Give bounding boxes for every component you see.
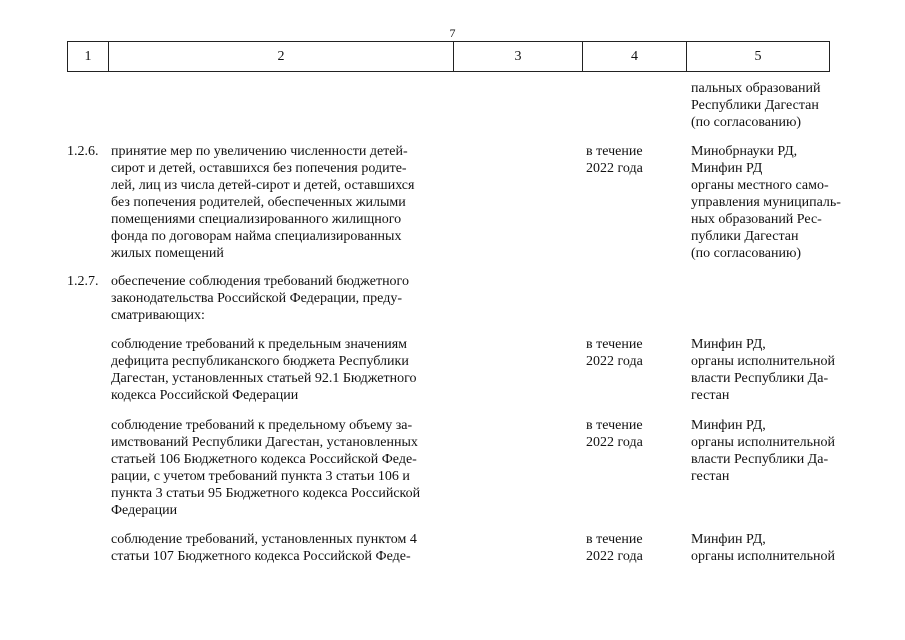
column-header-3: 3 bbox=[454, 42, 583, 72]
subitem-responsible-deficit bbox=[691, 336, 861, 404]
text-line: сирот и детей, оставшихся без попечения родите- bbox=[111, 161, 407, 176]
text-line: имствований Республики Дагестан, установленных bbox=[111, 435, 418, 450]
item-text-1-2-7 bbox=[111, 273, 449, 324]
responsible-line: Республики Дагестан bbox=[691, 98, 819, 113]
text-line: соблюдение требований, установленных пунктом 4 bbox=[111, 532, 417, 547]
responsible-line: публики Дагестан bbox=[691, 229, 799, 244]
text-line: рации, с учетом требований пункта 3 статьи 106 и bbox=[111, 469, 410, 484]
term-line: 2022 года bbox=[586, 354, 643, 369]
subitem-text-deficit bbox=[111, 336, 449, 404]
responsible-line: Минфин РД, bbox=[691, 337, 766, 352]
text-line: помещениями специализированного жилищного bbox=[111, 212, 402, 227]
responsible-line: гестан bbox=[691, 388, 730, 403]
item-text-1-2-6 bbox=[111, 143, 449, 262]
text-line: статьи 107 Бюджетного кодекса Российской Феде- bbox=[111, 549, 411, 564]
subitem-responsible-borrowing bbox=[691, 417, 861, 485]
responsible-line: органы исполнительной bbox=[691, 549, 836, 564]
column-header-row bbox=[68, 42, 830, 72]
subitem-term-deficit bbox=[586, 336, 676, 370]
text-line: обеспечение соблюдения требований бюджетного bbox=[111, 274, 409, 289]
subitem-text-borrowing bbox=[111, 417, 449, 519]
text-line: законодательства Российской Федерации, преду- bbox=[111, 291, 402, 306]
text-line: фонда по договорам найма специализированных bbox=[111, 229, 402, 244]
column-header-5: 5 bbox=[687, 42, 830, 72]
responsible-line: управления муниципаль- bbox=[691, 195, 841, 210]
responsible-line: Минфин РД, bbox=[691, 532, 766, 547]
item-responsible-1-2-6 bbox=[691, 143, 861, 262]
responsible-line: органы местного само- bbox=[691, 178, 829, 193]
responsible-line: власти Республики Да- bbox=[691, 452, 829, 467]
item-number-1-2-7: 1.2.7. bbox=[67, 274, 99, 289]
responsible-line: органы исполнительной bbox=[691, 354, 836, 369]
item-number-1-2-6: 1.2.6. bbox=[67, 144, 99, 159]
text-line: дефицита республиканского бюджета Республики bbox=[111, 354, 409, 369]
text-line: Федерации bbox=[111, 503, 178, 518]
continuation-responsible bbox=[691, 80, 861, 131]
responsible-line: гестан bbox=[691, 469, 730, 484]
term-line: в течение bbox=[586, 418, 643, 433]
responsible-line: власти Республики Да- bbox=[691, 371, 829, 386]
page-number: 7 bbox=[449, 26, 456, 40]
responsible-line: (по согласованию) bbox=[691, 246, 802, 261]
text-line: кодекса Российской Федерации bbox=[111, 388, 299, 403]
responsible-line: Минфин РД, bbox=[691, 418, 766, 433]
text-line: лей, лиц из числа детей-сирот и детей, оставшихся bbox=[111, 178, 415, 193]
responsible-line: органы исполнительной bbox=[691, 435, 836, 450]
text-line: соблюдение требований к предельным значениям bbox=[111, 337, 408, 352]
term-line: в течение bbox=[586, 337, 643, 352]
responsible-line: Минобрнауки РД, bbox=[691, 144, 798, 159]
text-line: статьей 106 Бюджетного кодекса Российской Феде- bbox=[111, 452, 417, 467]
term-line: в течение bbox=[586, 144, 643, 159]
text-line: соблюдение требований к предельному объему за- bbox=[111, 418, 413, 433]
term-line: 2022 года bbox=[586, 435, 643, 450]
responsible-line: пальных образований bbox=[691, 81, 821, 96]
responsible-line: Минфин РД bbox=[691, 161, 763, 176]
column-header-2: 2 bbox=[109, 42, 454, 72]
responsible-line: ных образований Рес- bbox=[691, 212, 822, 227]
term-line: 2022 года bbox=[586, 549, 643, 564]
text-line: пункта 3 статьи 95 Бюджетного кодекса Российской bbox=[111, 486, 421, 501]
subitem-term-article-107 bbox=[586, 531, 676, 565]
column-header-1: 1 bbox=[68, 42, 109, 72]
term-line: 2022 года bbox=[586, 161, 643, 176]
subitem-responsible-article-107 bbox=[691, 531, 861, 565]
subitem-term-borrowing bbox=[586, 417, 676, 451]
term-line: в течение bbox=[586, 532, 643, 547]
item-term-1-2-6 bbox=[586, 143, 676, 177]
text-line: жилых помещений bbox=[111, 246, 224, 261]
column-header-table bbox=[67, 41, 830, 72]
text-line: принятие мер по увеличению численности детей- bbox=[111, 144, 408, 159]
text-line: сматривающих: bbox=[111, 308, 205, 323]
column-header-4: 4 bbox=[583, 42, 687, 72]
text-line: без попечения родителей, обеспеченных жилыми bbox=[111, 195, 406, 210]
subitem-text-article-107 bbox=[111, 531, 449, 565]
responsible-line: (по согласованию) bbox=[691, 115, 802, 130]
text-line: Дагестан, установленных статьей 92.1 Бюджетного bbox=[111, 371, 417, 386]
